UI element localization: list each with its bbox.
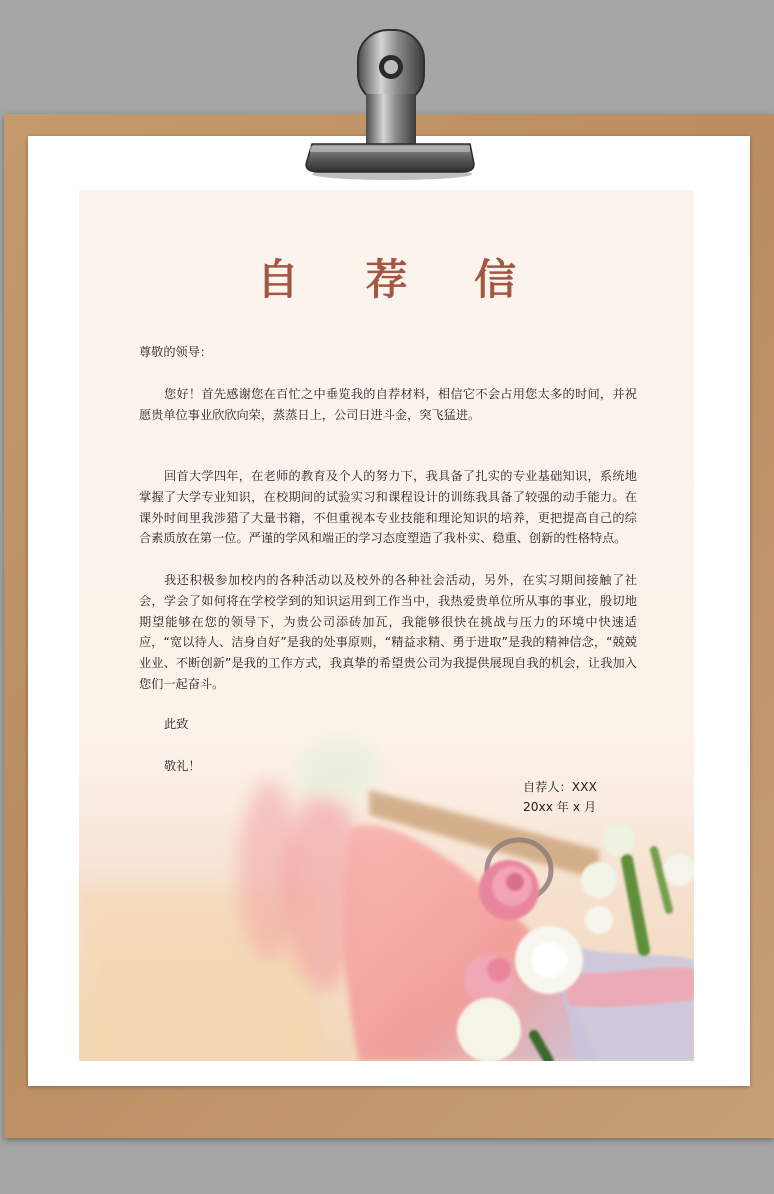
letter-greeting: 尊敬的领导： xyxy=(139,345,213,359)
letter-title: 自 荐 信 xyxy=(256,255,543,304)
binder-clip-icon xyxy=(300,22,480,180)
letter-paragraph-1: 您好！首先感谢您在百忙之中垂览我的自荐材料，相信它不会占用您太多的时间，并祝愿贵单位事业欣欣向荣，蒸蒸日上，公司日进斗金，突飞猛进。 xyxy=(139,387,637,422)
letter-date: 20xx 年 x 月 xyxy=(523,800,597,814)
letter-paragraph-2: 回首大学四年，在老师的教育及个人的努力下，我具备了扎实的专业基础知识，系统地掌握了大学专业知识，在校期间的试验实习和课程设计的训练我具备了较强的动手能力。在课外时间里我涉猎了大量书籍，不但重视本专业技能和理论知识的培养，更把提高自己的综合素质放在第一位。严谨的学风和端正的学习态度塑造了我朴实、稳重、创新的性格特点。 xyxy=(139,469,637,546)
letter-paragraph-3: 我还积极参加校内的各种活动以及校外的各种社会活动，另外，在实习期间接触了社会，学会了如何将在学校学到的知识运用到工作当中，我热爱贵单位所从事的事业，殷切地期望能够在您的领导下，为贵公司添砖加瓦，我能够很快在挑战与压力的环境中快速适应，“宽以待人、洁身自好”是我的处事原则，“精益求精、勇于进取”是我的精神信念，“兢兢业业、不断创新”是我的工作方式，我真挚的希望贵公司为我提供展现自我的机会，让我加入您们一起奋斗。 xyxy=(139,573,637,691)
letter-closing-1: 此致 xyxy=(164,717,189,731)
letter-closing-2: 敬礼！ xyxy=(164,759,201,773)
letter-signer: 自荐人：XXX xyxy=(523,780,597,794)
